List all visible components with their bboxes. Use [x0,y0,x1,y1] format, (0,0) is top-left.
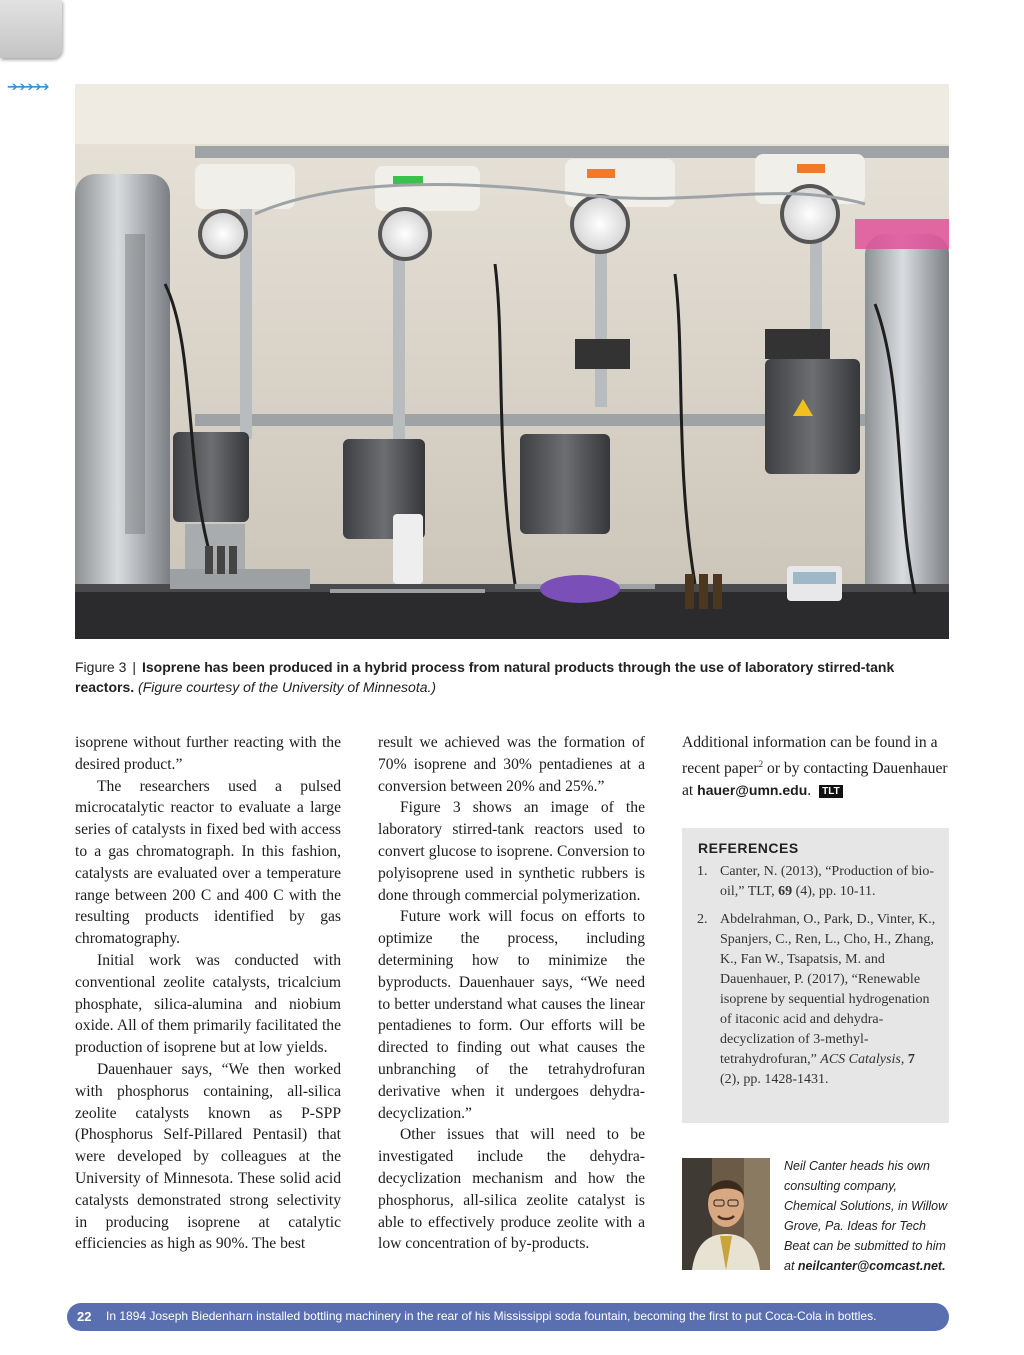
reference-journal: ACS Catalysis [820,1052,901,1067]
figure-caption [75,657,953,697]
paragraph: isoprene without further reacting with the desired product.” [75,734,341,773]
paragraph: Other issues that will need to be investigated include the dehydra-decyclization mechanism and how the phosphorus, all-silica zeolite catalyst is able to effectively produce zeolite with a low concentration of by-products. [378,1126,645,1253]
arrows-icon: ➔➔➔➔➔ [7,80,47,95]
closing-text: . [807,781,812,799]
tlt-end-badge: TLT [819,785,843,798]
figure-label: Figure 3 [75,659,127,675]
article-column-2 [378,732,645,1255]
article-column-1 [75,732,341,1255]
reference-text: , [900,1052,908,1067]
author-photo [682,1158,770,1270]
closing-paragraph [682,732,949,802]
reference-volume: 69 [778,884,793,899]
citation-superscript: 2 [758,758,764,769]
corner-tab [0,0,62,58]
reference-number: 1. [697,864,708,879]
bio-text: Neil Canter heads his own consulting company, Chemical Solutions, in Willow Grove, Pa. Ideas for Tech Beat can be submitted to him at [784,1159,948,1273]
closing-text: or by contacting Dauenhauer at [682,759,948,799]
references-list [697,862,937,1098]
article-column-3 [682,732,949,802]
reference-item [697,862,937,902]
reference-text: Abdelrahman, O., Park, D., Vinter, K., Spanjers, C., Ren, L., Cho, H., Zhang, K., Fan W., Tsapatsis, M. and Dauenhauer, P. (2017), “Renewable isoprene by sequential hydrogenation of itaconic acid and dehydra-decyclization of 3-methyl-tetrahydrofuran,” [720,912,936,1067]
reference-text: (2), pp. 1428-1431. [720,1072,829,1087]
reference-text: Canter, N. (2013), “Production of bio-oil,” TLT, [720,864,935,899]
reference-volume: 7 [907,1052,915,1067]
closing-text: Additional information can be found in a recent paper [682,734,938,777]
footer-bar [67,1303,949,1331]
bio-email-link[interactable]: neilcanter@comcast.net. [797,1259,946,1273]
caption-separator: | [132,659,136,675]
paragraph: Figure 3 shows an image of the laboratory stirred-tank reactors used to convert glucose to isoprene. Conversion to polyisoprene used in synthetic rubbers is done through commercial polymerization. [378,799,645,904]
paragraph: result we achieved was the formation of 70% isoprene and 30% pentadienes at a conversion between 20% and 25%.” [378,734,645,795]
reference-item [697,910,937,1090]
reference-number: 2. [697,912,708,927]
reference-text: (4), pp. 10-11. [792,884,876,899]
footer-fact: In 1894 Joseph Biedenharn installed bottling machinery in the rear of his Mississippi soda fountain, becoming the first to put Coca-Cola in bottles. [106,1309,877,1323]
references-box [682,828,949,1123]
page-number: 22 [77,1309,92,1324]
paragraph: Dauenhauer says, “We then worked with phosphorus containing, all-silica zeolite catalysts known as P-SPP (Phosphorus Self-Pillared Pentasil) that were developed by colleagues at the University of Minnesota. These solid acid catalysts demonstrated strong selectivity in producing isoprene at catalytic efficiencies as high as 90%. The best [75,1060,341,1253]
paragraph: Initial work was conducted with conventional zeolite catalysts, tricalcium phosphate, silica-alumina and niobium oxide. All of them primarily facilitated the production of isoprene but at low yields. [75,951,341,1057]
author-bio [784,1156,949,1276]
references-title: REFERENCES [698,840,799,856]
reactor-photo [75,84,949,639]
author-email-link[interactable]: hauer@umn.edu [697,781,808,798]
paragraph: The researchers used a pulsed microcatalytic reactor to evaluate a large series of catalysts in fixed bed with access to a gas chromatograph. In this fashion, catalysts are evaluated over a temperature range between 200 C and 400 C with the resulting products identified by gas chromatography. [75,777,341,948]
caption-text: Isoprene has been produced in a hybrid process from natural products through the use of laboratory stirred-tank reactors. [75,659,895,695]
caption-credit: (Figure courtesy of the University of Minnesota.) [138,679,437,695]
paragraph: Future work will focus on efforts to optimize the process, including determining how to minimize the byproducts. Dauenhauer says, “We need to better understand what causes the linear pentadienes to form. Our efforts will be directed to finding out what causes the unbranching of the tetrahydrofuran derivative when it undergoes dehydra-decyclization.” [378,908,645,1122]
